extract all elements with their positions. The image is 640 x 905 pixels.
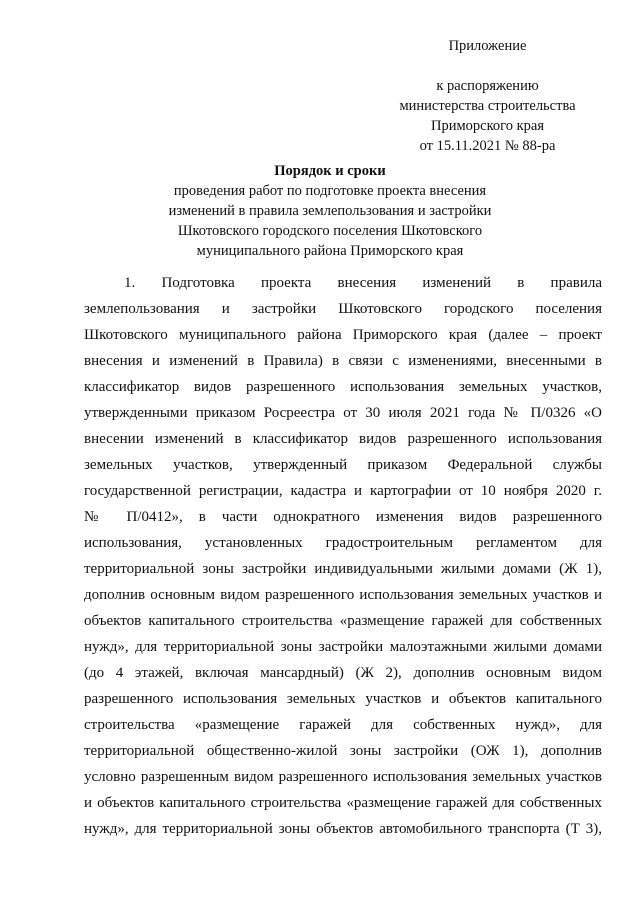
appendix-block — [380, 36, 595, 156]
body-line: разрешенного использования земельных участков и объектов капитального — [84, 691, 602, 707]
body-line: внесении изменений в классификатор видов разрешенного использования — [84, 431, 602, 447]
heading-subtitle-line: муниципального района Приморского края — [196, 243, 464, 259]
body-line: Шкотовского муниципального района Приморского края (далее – проект — [84, 327, 602, 343]
body-line: № П/0412», в части однократного изменения видов разрешенного — [84, 509, 602, 525]
body-line: объектов капитального строительства «размещение гаражей для собственных — [84, 613, 602, 629]
appendix-title: Приложение — [448, 38, 527, 54]
body-line: 1. Подготовка проекта внесения изменений в правила — [124, 275, 602, 291]
heading-subtitle-line: изменений в правила землепользования и застройки — [168, 203, 492, 219]
body-line: использования, установленных градостроительным регламентом для — [84, 535, 602, 551]
body-line: (до 4 этажей, включая мансардный) (Ж 2), дополнив основным видом — [84, 665, 602, 681]
appendix-line: от 15.11.2021 № 88-ра — [419, 138, 556, 154]
appendix-line: министерства строительства — [399, 98, 576, 114]
body-line: внесения и изменений в Правила) в связи с изменениями, внесенными в — [84, 353, 602, 369]
body-line: землепользования и застройки Шкотовского городского поселения — [84, 301, 602, 317]
body-line: строительства «размещение гаражей для собственных нужд», для — [84, 717, 602, 733]
body-line: и объектов капитального строительства «размещение гаражей для собственных — [84, 795, 602, 811]
body-line: территориальной зоны застройки индивидуальными жилыми домами (Ж 1), — [84, 561, 602, 577]
body-line: территориальной общественно-жилой зоны застройки (ОЖ 1), дополнив — [84, 743, 602, 759]
body-line: нужд», для территориальной зоны застройки малоэтажными жилыми домами — [84, 639, 602, 655]
body-line: нужд», для территориальной зоны объектов автомобильного транспорта (Т 3), — [84, 821, 602, 837]
body-line: условно разрешенным видом разрешенного использования земельных участков — [84, 769, 602, 785]
heading-subtitle-line: Шкотовского городского поселения Шкотовского — [177, 223, 483, 239]
body-line: земельных участков, утвержденный приказом Федеральной службы — [84, 457, 602, 473]
body-line: государственной регистрации, кадастра и картографии от 10 ноября 2020 г. — [84, 483, 602, 499]
document-body — [84, 270, 602, 842]
body-line: утвержденными приказом Росреестра от 30 июля 2021 года № П/0326 «О — [84, 405, 602, 421]
heading-title: Порядок и сроки — [274, 163, 386, 179]
appendix-line: к распоряжению — [436, 78, 539, 94]
appendix-line: Приморского края — [430, 118, 544, 134]
body-line: дополнив основным видом разрешенного использования земельных участков и — [84, 587, 602, 603]
body-line: классификатор видов разрешенного использования земельных участков, — [84, 379, 602, 395]
heading-subtitle-line: проведения работ по подготовке проекта внесения — [173, 183, 487, 199]
document-heading — [140, 161, 520, 261]
